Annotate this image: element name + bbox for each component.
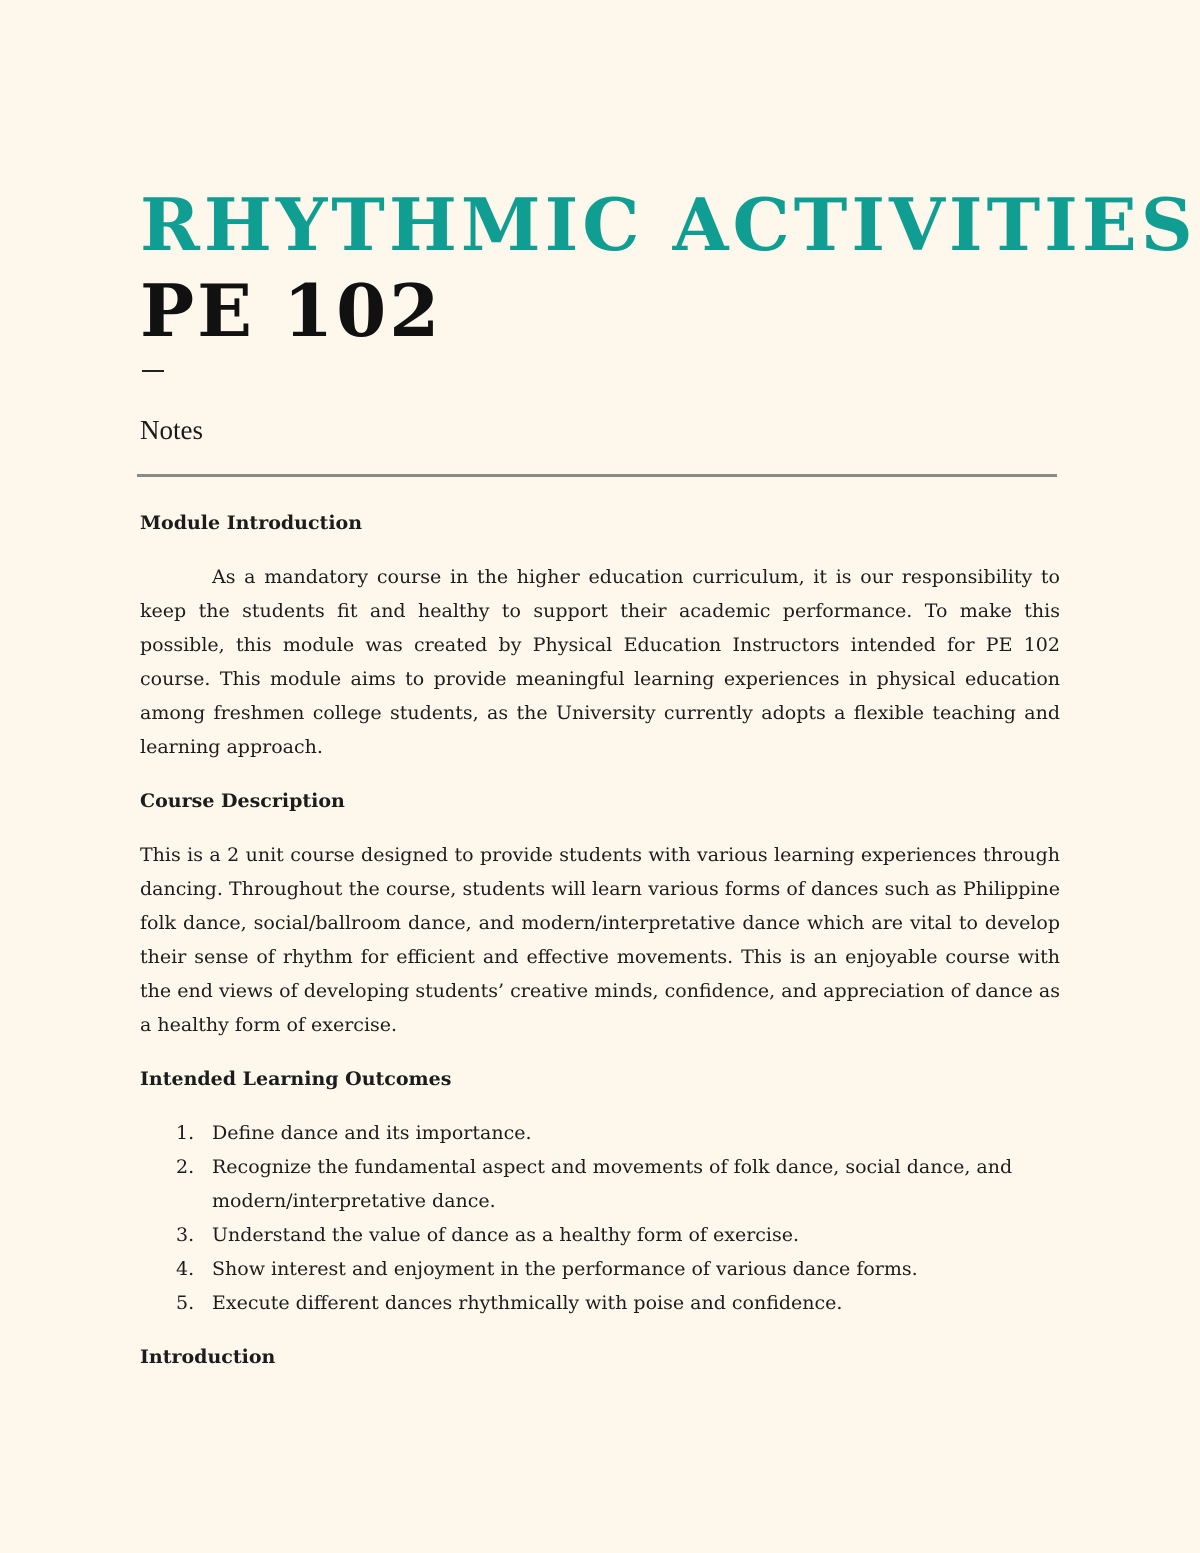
learning-outcomes-heading: Intended Learning Outcomes [140, 1068, 452, 1090]
list-item-text: Define dance and its importance. [212, 1122, 532, 1144]
list-item-text: Show interest and enjoyment in the performance of various dance forms. [212, 1258, 918, 1280]
module-introduction-heading: Module Introduction [140, 512, 363, 534]
list-item [176, 1252, 1060, 1286]
list-item [176, 1150, 1060, 1218]
course-code: PE 102 [140, 268, 443, 353]
notes-label: Notes [140, 415, 203, 445]
list-item-number: 2. [176, 1156, 195, 1178]
list-item-text: Understand the value of dance as a healthy form of exercise. [212, 1224, 800, 1246]
list-item [176, 1116, 1060, 1150]
title-dash-divider [142, 370, 164, 372]
list-item-number: 5. [176, 1292, 195, 1314]
document-body [140, 506, 1060, 1394]
document-title: RHYTHMIC ACTIVITIES [140, 182, 1197, 267]
list-item-text: Recognize the fundamental aspect and movements of folk dance, social dance, and modern/interpretative dance. [212, 1156, 1013, 1212]
list-item [176, 1218, 1060, 1252]
list-item-number: 3. [176, 1224, 195, 1246]
learning-outcomes-list [140, 1116, 1060, 1320]
course-description-paragraph: This is a 2 unit course designed to provide students with various learning experiences through dancing. Throughout the course, students will learn various forms of dances such as Philippine folk dance, social/ballroom dance, and modern/interpretative dance which are vital to develop their sense of rhythm for efficient and effective movements. This is an enjoyable course with the end views of developing students’ creative minds, confidence, and appreciation of dance as a healthy form of exercise. [140, 844, 1060, 1036]
list-item-text: Execute different dances rhythmically with poise and confidence. [212, 1292, 843, 1314]
introduction-heading: Introduction [140, 1346, 276, 1368]
list-item-number: 4. [176, 1258, 195, 1280]
horizontal-rule [137, 474, 1057, 477]
list-item-number: 1. [176, 1122, 195, 1144]
module-introduction-paragraph: As a mandatory course in the higher education curriculum, it is our responsibility to keep the students fit and healthy to support their academic performance. To make this possible, this module was created by Physical Education Instructors intended for PE 102 course. This module aims to provide meaningful learning experiences in physical education among freshmen college students, as the University currently adopts a flexible teaching and learning approach. [140, 566, 1060, 758]
list-item [176, 1286, 1060, 1320]
course-description-heading: Course Description [140, 790, 345, 812]
